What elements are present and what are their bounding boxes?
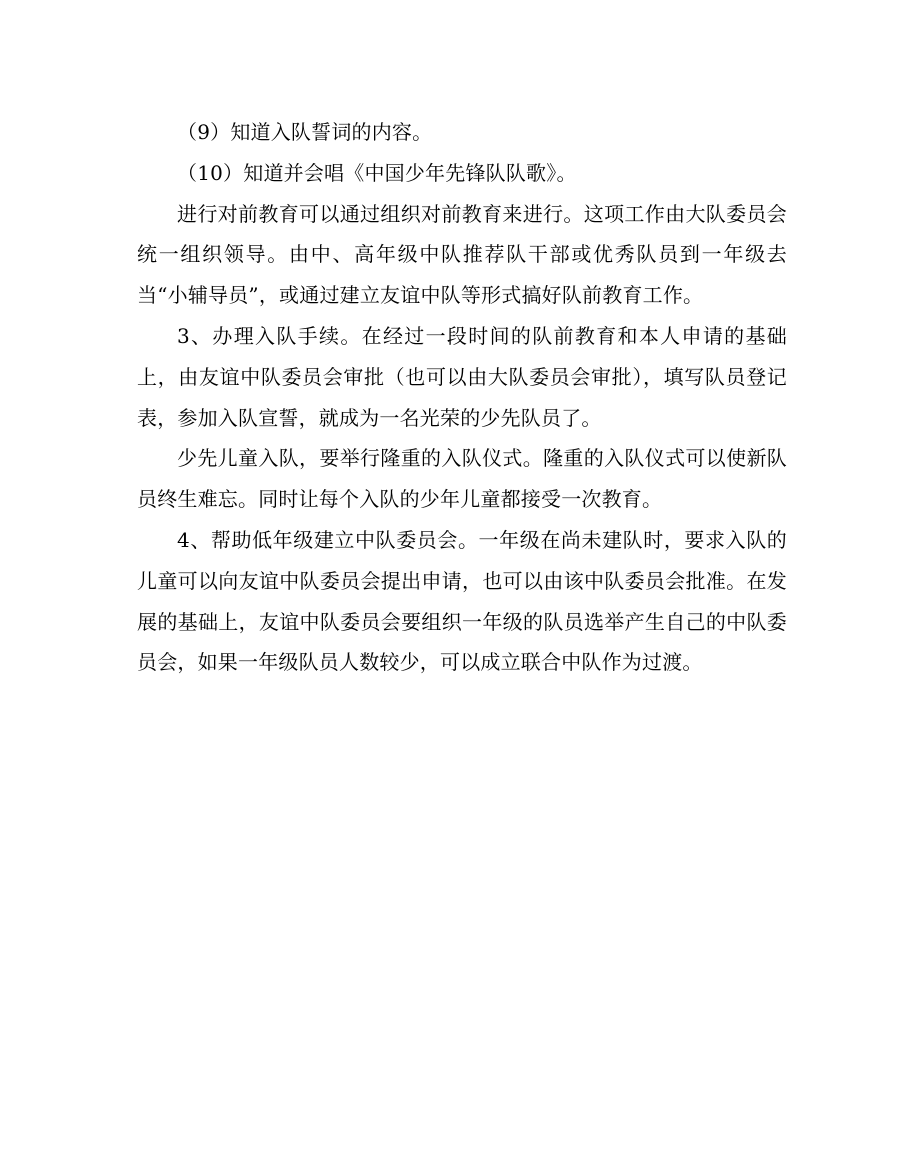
paragraph-section-3-enrollment: 3、办理入队手续。在经过一段时间的队前教育和本人申请的基础上，由友谊中队委员会审批（也可以由大队委员会审批），填写队员登记表，参加入队宣誓，就成为一名光荣的少先队员了。 [137,323,787,430]
paragraph-section-4-committee: 4、帮助低年级建立中队委员会。一年级在尚未建队时，要求入队的儿童可以向友谊中队委员会提出申请，也可以由该中队委员会批准。在发展的基础上，友谊中队委员会要组织一年级的队员选举产生自己的中队委员会，如果一年级队员人数较少，可以成立联合中队作为过渡。 [137,527,787,675]
paragraph-item-9: （9）知道入队誓词的内容。 [177,120,433,144]
paragraph-pre-team-education: 进行对前教育可以通过组织对前教育来进行。这项工作由大队委员会统一组织领导。由中、高年级中队推荐队干部或优秀队员到一年级去当“小辅导员”，或通过建立友谊中队等形式搞好队前教育工作。 [137,201,787,308]
document-body [137,112,787,683]
paragraph-ceremony: 少先儿童入队，要举行隆重的入队仪式。隆重的入队仪式可以使新队员终生难忘。同时让每个入队的少年儿童都接受一次教育。 [137,446,787,512]
paragraph-item-10: （10）知道并会唱《中国少年先锋队队歌》。 [177,160,577,185]
